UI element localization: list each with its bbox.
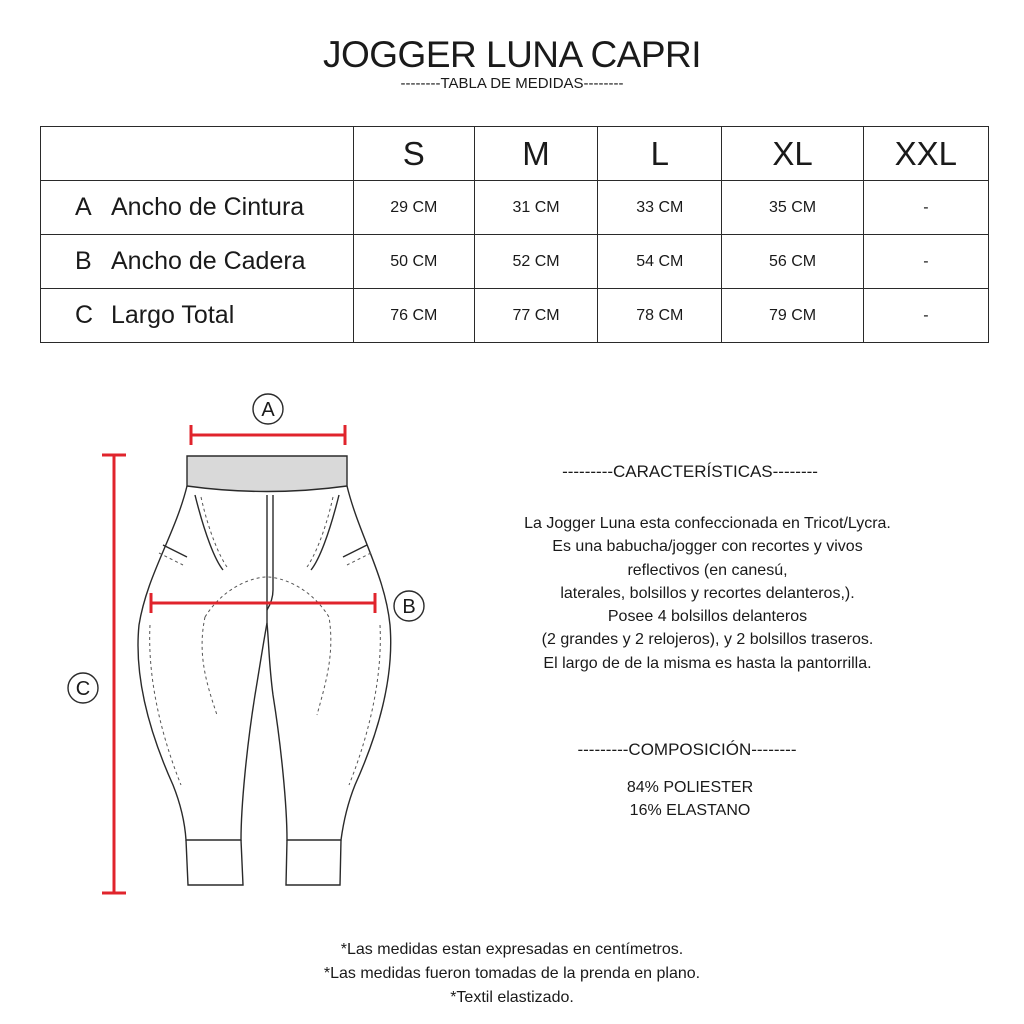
table-cell: 76 CM bbox=[353, 289, 474, 343]
table-row bbox=[41, 235, 989, 289]
footnote: *Textil elastizado. bbox=[450, 989, 574, 1006]
table-cell: - bbox=[863, 181, 988, 235]
left-pocket bbox=[163, 495, 223, 570]
table-cell: 35 CM bbox=[722, 181, 863, 235]
features-line: laterales, bolsillos y recortes delanteros,). bbox=[560, 584, 855, 602]
measure-a bbox=[191, 425, 345, 445]
page-title: JOGGER LUNA CAPRI bbox=[322, 34, 702, 75]
features-line: El largo de de la misma es hasta la pantorrilla. bbox=[543, 654, 872, 672]
jogger-diagram bbox=[55, 385, 435, 905]
table-cell: 29 CM bbox=[353, 181, 474, 235]
features-line: reflectivos (en canesú, bbox=[627, 561, 788, 579]
features-line: Es una babucha/jogger con recortes y vivos bbox=[552, 538, 863, 556]
table-cell: 52 CM bbox=[474, 235, 597, 289]
row-label-hip bbox=[41, 235, 354, 289]
row-letter: C bbox=[75, 301, 94, 329]
size-col-l: L bbox=[598, 127, 722, 181]
left-pocket-stitch bbox=[159, 497, 227, 567]
footnote: *Las medidas estan expresadas en centímetros. bbox=[340, 941, 684, 958]
row-letter: A bbox=[75, 193, 92, 221]
row-label-text: Ancho de Cintura bbox=[111, 193, 305, 221]
table-cell: 77 CM bbox=[474, 289, 597, 343]
row-label-waist bbox=[41, 181, 354, 235]
composition-line: 84% POLIESTER bbox=[626, 779, 754, 796]
size-col-s: S bbox=[353, 127, 474, 181]
size-col-xl: XL bbox=[722, 127, 863, 181]
marker-c: C bbox=[75, 678, 91, 700]
table-cell: 50 CM bbox=[353, 235, 474, 289]
size-table bbox=[40, 126, 989, 343]
footnote: *Las medidas fueron tomadas de la prenda en plano. bbox=[323, 965, 701, 982]
table-row bbox=[41, 289, 989, 343]
table-cell: 54 CM bbox=[598, 235, 722, 289]
left-cuff bbox=[186, 840, 243, 885]
features-line: Posee 4 bolsillos delanteros bbox=[607, 608, 808, 626]
table-row bbox=[41, 181, 989, 235]
features-title: ---------CARACTERÍSTICAS-------- bbox=[562, 462, 818, 481]
size-col-xxl: XXL bbox=[863, 127, 988, 181]
row-letter: B bbox=[75, 247, 92, 275]
fly bbox=[267, 495, 273, 610]
page-subtitle: --------TABLA DE MEDIDAS-------- bbox=[400, 75, 624, 92]
left-leg-outline bbox=[138, 486, 267, 840]
table-cell: - bbox=[863, 235, 988, 289]
table-cell: 31 CM bbox=[474, 181, 597, 235]
footnotes bbox=[0, 938, 1024, 1010]
left-leg-stitch bbox=[150, 625, 181, 785]
measure-c bbox=[102, 455, 126, 893]
marker-b: B bbox=[402, 596, 416, 618]
composition-title: ---------COMPOSICIÓN-------- bbox=[577, 740, 797, 759]
size-col-m: M bbox=[474, 127, 597, 181]
right-cuff bbox=[286, 840, 341, 885]
size-table-corner bbox=[41, 127, 354, 181]
table-cell: 79 CM bbox=[722, 289, 863, 343]
composition-line: 16% ELASTANO bbox=[629, 802, 751, 819]
table-cell: 78 CM bbox=[598, 289, 722, 343]
features-description bbox=[440, 512, 975, 675]
row-label-length bbox=[41, 289, 354, 343]
table-cell: - bbox=[863, 289, 988, 343]
features-line: (2 grandes y 2 relojeros), y 2 bolsillos traseros. bbox=[541, 631, 874, 649]
features-line: La Jogger Luna esta confeccionada en Tricot/Lycra. bbox=[524, 515, 891, 532]
measure-b bbox=[151, 593, 375, 613]
size-table-header bbox=[41, 127, 989, 181]
table-cell: 33 CM bbox=[598, 181, 722, 235]
row-label-text: Largo Total bbox=[111, 301, 235, 329]
marker-a: A bbox=[261, 399, 275, 421]
row-label-text: Ancho de Cadera bbox=[111, 247, 306, 275]
table-cell: 56 CM bbox=[722, 235, 863, 289]
composition-list bbox=[440, 776, 940, 822]
waistband bbox=[187, 456, 347, 492]
